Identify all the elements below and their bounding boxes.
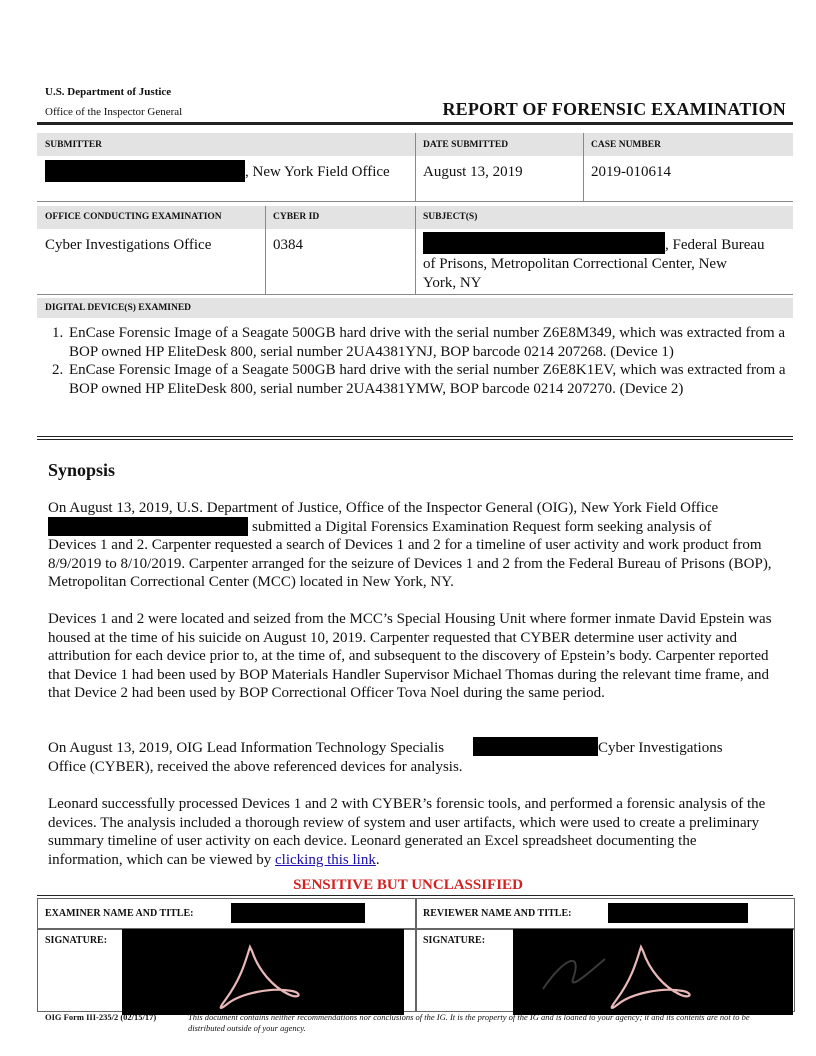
paragraph-line: Cyber Investigations xyxy=(598,740,723,756)
paragraph-line: On August 13, 2019, U.S. Department of Justice, Office of the Inspector General (OIG), New York Field Office xyxy=(48,500,719,516)
divider xyxy=(415,206,416,294)
department-name: U.S. Department of Justice xyxy=(45,86,172,98)
subject-value-rest: of Prisons, Metropolitan Correctional Center, New York, NY xyxy=(423,256,727,291)
redaction-subject xyxy=(423,232,665,254)
pdf-signature-icon xyxy=(513,929,793,1015)
synopsis-paragraph-3 xyxy=(48,739,772,776)
table-bottom-rule xyxy=(37,439,793,440)
table-bottom-rule xyxy=(37,436,793,437)
subject-value-line1: , Federal Bureau xyxy=(665,237,765,253)
devices-label: DIGITAL DEVICE(S) EXAMINED xyxy=(45,303,192,313)
reviewer-label: REVIEWER NAME AND TITLE: xyxy=(423,908,572,919)
paragraph-line: submitted a Digital Forensics Examination Request form seeking analysis of xyxy=(252,518,712,535)
office-name: Office of the Inspector General xyxy=(45,106,183,118)
divider xyxy=(37,201,793,202)
date-submitted-value: August 13, 2019 xyxy=(423,164,523,180)
list-item: 1. EnCase Forensic Image of a Seagate 500GB hard drive with the serial number Z6E8M349, which was extracted from a BOP owned HP EliteDesk 800, serial number 2UA4381YNJ, BOP barcode 0214 207268. (Device 1) xyxy=(67,324,812,361)
redaction-name xyxy=(473,737,598,756)
case-number-value: 2019-010614 xyxy=(591,164,671,180)
date-submitted-label: DATE SUBMITTED xyxy=(423,140,509,150)
redaction-reviewer-name xyxy=(608,903,748,923)
classification-rule xyxy=(37,895,793,896)
examiner-signature-label: SIGNATURE: xyxy=(45,935,108,946)
pdf-signature-icon xyxy=(122,929,404,1015)
divider xyxy=(415,133,416,201)
synopsis-paragraph-4 xyxy=(48,795,772,869)
reviewer-signature-redaction xyxy=(513,929,793,1015)
submitter-value: , New York Field Office xyxy=(245,164,390,180)
office-conducting-value: Cyber Investigations Office xyxy=(45,237,212,253)
synopsis-heading: Synopsis xyxy=(48,460,116,480)
list-item: 2. EnCase Forensic Image of a Seagate 500GB hard drive with the serial number Z6E8K1EV, which was extracted from a BOP owned HP EliteDesk 800, serial number 2UA4381YMW, BOP barcode 0214 207270. (Device 2) xyxy=(67,361,812,398)
devices-list xyxy=(45,324,812,398)
classification-banner: SENSITIVE BUT UNCLASSIFIED xyxy=(293,877,523,893)
footer-notice: This document contains neither recommendations nor conclusions of the IG. It is the property of the IG and is loaned to your agency; it and its contents are not to be distributed outside of your agency. xyxy=(188,1012,750,1033)
paragraph-line: Office (CYBER), received the above referenced devices for analysis. xyxy=(48,758,463,775)
office-conducting-label: OFFICE CONDUCTING EXAMINATION xyxy=(45,212,222,222)
spreadsheet-link[interactable]: clicking this link xyxy=(275,851,376,868)
redaction-name xyxy=(48,517,248,536)
paragraph-text: . xyxy=(375,851,380,868)
report-title: REPORT OF FORENSIC EXAMINATION xyxy=(442,99,786,119)
examiner-signature-redaction xyxy=(122,929,404,1015)
redaction-submitter xyxy=(45,160,245,182)
divider xyxy=(583,133,584,201)
redaction-examiner-name xyxy=(231,903,365,923)
case-number-label: CASE NUMBER xyxy=(591,140,661,150)
divider xyxy=(37,294,793,295)
divider xyxy=(265,206,266,294)
header-rule xyxy=(37,122,793,125)
submitter-label: SUBMITTER xyxy=(45,140,103,150)
synopsis-paragraph-1 xyxy=(48,499,772,592)
cyber-id-label: CYBER ID xyxy=(273,212,320,222)
subjects-label: SUBJECT(S) xyxy=(423,212,478,222)
cyber-id-value: 0384 xyxy=(273,237,303,253)
form-id: OIG Form III-235/2 (02/15/17) xyxy=(45,1012,157,1022)
paragraph-line: On August 13, 2019, OIG Lead Information Technology Specialis xyxy=(48,740,445,756)
synopsis-paragraph-2: Devices 1 and 2 were located and seized from the MCC’s Special Housing Unit where former inmate David Epstein was housed at the time of his suicide on August 10, 2019. Carpenter requested that CYBER determine user activity and attribution for each device prior to, at the time of, and subsequent to the discovery of Epstein’s body. Carpenter reported that Device 1 had been used by BOP Materials Handler Supervisor Michael Thomas during the relevant time frame, and that Device 2 had been used by BOP Correctional Officer Tova Noel during the same period. xyxy=(48,611,772,701)
paragraph-text: Leonard successfully processed Devices 1 and 2 with CYBER’s forensic tools, and performed a forensic analysis of the devices. The analysis included a thorough review of system and user artifacts, which were used to create a preliminary summary timeline of user activity on each device. Leonard generated an Excel spreadsheet documenting the information, which can be viewed by xyxy=(48,796,766,868)
examiner-label: EXAMINER NAME AND TITLE: xyxy=(45,908,194,919)
paragraph-text: Devices 1 and 2. Carpenter requested a search of Devices 1 and 2 for a timeline of user activity and work product from 8/9/2019 to 8/10/2019. Carpenter arranged for the seizure of Devices 1 and 2 from the Federal Bureau of Prisons (BOP), Metropolitan Correctional Center (MCC) located in New York, NY. xyxy=(48,537,772,590)
reviewer-signature-label: SIGNATURE: xyxy=(423,935,486,946)
